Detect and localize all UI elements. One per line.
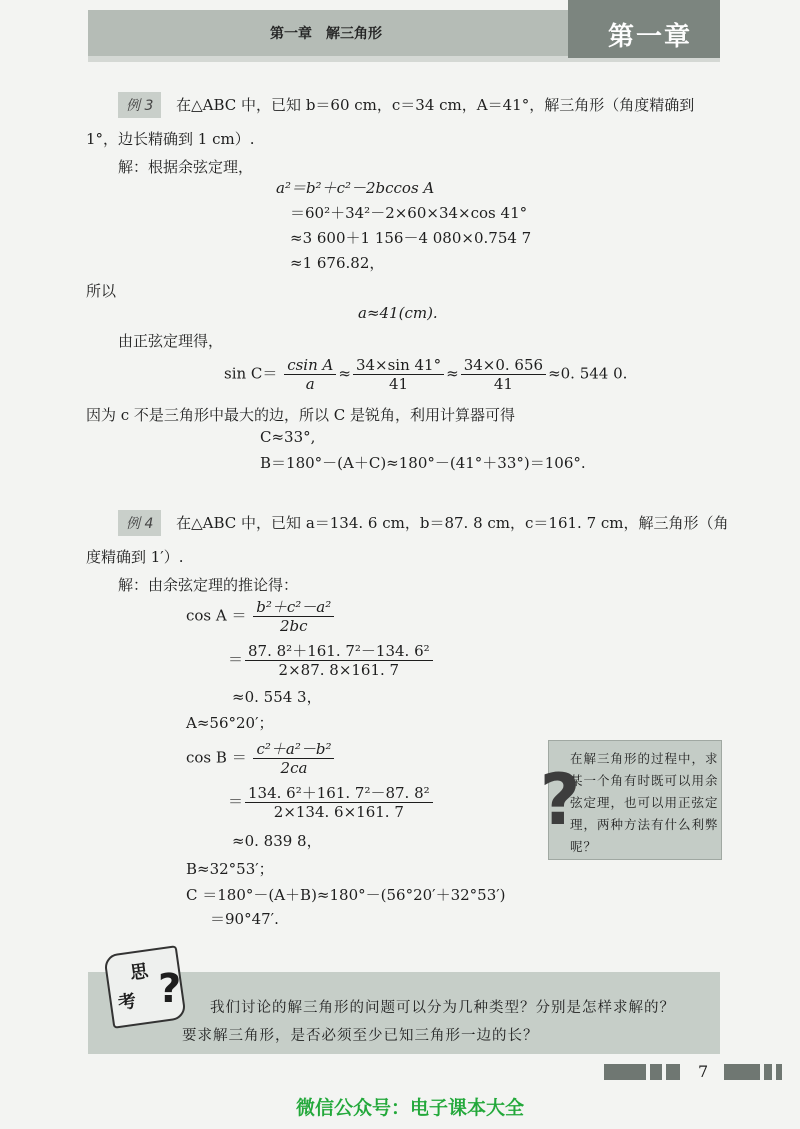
cosA-numeric-fraction: $\frac{\text{87. 8²＋161. 7²－134. 6²}}{2\times 87. 8\times 161. 7}$ [245,642,433,679]
think-badge-char-1: 思 [128,960,150,985]
watermark: 微信公众号：电子课本大全 [296,1097,525,1119]
footer-bar [776,1064,782,1080]
ex4-cosB-line1: cos B ＝ $\frac{\text{c²＋a²－b²}}{2ca}$ [186,740,336,777]
example-4-tag: 例 4 [118,510,161,536]
ex4-A-result: A≈56°20′； [186,714,274,732]
cosB-numeric-fraction: $\frac{\text{134. 6²＋161. 7²－87. 8²}}{2\times 134. 6\times 161. 7}$ [245,784,433,821]
footer-bar [604,1064,646,1080]
running-title: 第一章 解三角形 [270,26,382,42]
example-4-problem: 在△ABC 中，已知 a＝134. 6 cm，b＝87. 8 cm，c＝161. 7 cm，解三角形（角 [176,514,729,532]
sinC-result: ≈0. 544 0. [548,364,628,383]
discussion-question-2: 要求解三角形，是否必须至少已知三角形一边的长？ [182,1028,539,1044]
ex4-cosB-value: ≈0. 839 8， [232,832,322,850]
example-3-problem: 在△ABC 中，已知 b＝60 cm，c＝34 cm，A＝41°，解三角形（角度精确到 [176,96,695,114]
example-3-solution-intro: 解：根据余弦定理， [118,158,254,176]
by-sine-law: 由正弦定理得， [118,332,224,350]
ex3-eq-line2: ＝60²＋34²－2×60×34×cos 41° [290,204,528,222]
sinC-fraction-3: $\frac{34\times 0. 656}{41}$ [461,356,546,393]
ex3-eq-line3: ≈3 600＋1 156－4 080×0.754 7 [290,229,532,247]
example-3-line1 [118,92,694,118]
ex3-eq-line1: a²＝b²＋c²－2bccos A [276,179,435,197]
example-4-solution-intro: 解：由余弦定理的推论得： [118,576,299,594]
ex4-C-line1: C ＝180°－(A＋B)≈180°－(56°20′＋32°53′) [186,886,506,904]
ex3-C-result: C≈33°, [260,428,316,446]
ex4-C-line2: ＝90°47′. [210,910,279,928]
example-3-tag: 例 3 [118,92,161,118]
cosB-fraction: $\frac{\text{c²＋a²－b²}}{2ca}$ [253,740,334,777]
ex3-sinC-equation: sin C＝ $\frac{\text{csin A}}{a}$ ≈ $\frac{34\times\sin 41^\circ}{41}$ ≈ $\frac{34\times 0. 656}{41}$ ≈0. 544 0. [224,356,628,393]
ex4-cosA-value: ≈0. 554 3， [232,688,322,706]
example-3-problem-cont: 1°，边长精确到 1 cm）. [86,130,255,148]
footer-bar [724,1064,760,1080]
sinC-lhs: sin C＝ [224,364,278,383]
example-4-problem-cont: 度精确到 1′）. [86,548,184,566]
footer-bar [666,1064,680,1080]
sinC-fraction-2: $\frac{34\times\sin 41^\circ}{41}$ [353,356,444,393]
chapter-label: 第一章 [608,22,693,52]
ex4-cosB-line2: ＝ $\frac{\text{134. 6²＋161. 7²－87. 8²}}{2\times 134. 6\times 161. 7}$ [228,784,435,821]
sinC-fraction-1: $\frac{\text{csin A}}{a}$ [284,356,336,393]
ex3-a-result: a≈41(cm). [358,304,438,322]
ex4-B-result: B≈32°53′； [186,860,274,878]
page-number: 7 [698,1062,709,1081]
ex4-cosA-line1: cos A ＝ $\frac{\text{b²＋c²－a²}}{2bc}$ [186,598,336,635]
footer-bar [764,1064,772,1080]
therefore-word: 所以 [86,282,117,300]
ex3-because: 因为 c 不是三角形中最大的边，所以 C 是锐角，利用计算器可得 [86,406,515,424]
ex3-eq-line4: ≈1 676.82， [290,254,385,272]
cosA-fraction: $\frac{\text{b²＋c²－a²}}{2bc}$ [253,598,334,635]
ex3-B-result: B＝180°－(A＋C)≈180°－(41°＋33°)＝106°. [260,454,586,472]
think-badge-char-2: 考 [116,990,138,1015]
footer-bar [650,1064,662,1080]
think-question: 在解三角形的过程中，求某一个角有时既可以用余弦定理，也可以用正弦定理，两种方法有什么利弊呢？ [570,751,719,854]
think-badge-question-icon: ? [158,966,182,1012]
example-4-line1 [118,510,729,536]
ex4-cosA-line2: ＝ $\frac{\text{87. 8²＋161. 7²－134. 6²}}{2\times 87. 8\times 161. 7}$ [228,642,435,679]
discussion-question-1: 我们讨论的解三角形的问题可以分为几种类型？分别是怎样求解的？ [210,1000,675,1016]
question-mark-icon: ? [539,759,581,841]
